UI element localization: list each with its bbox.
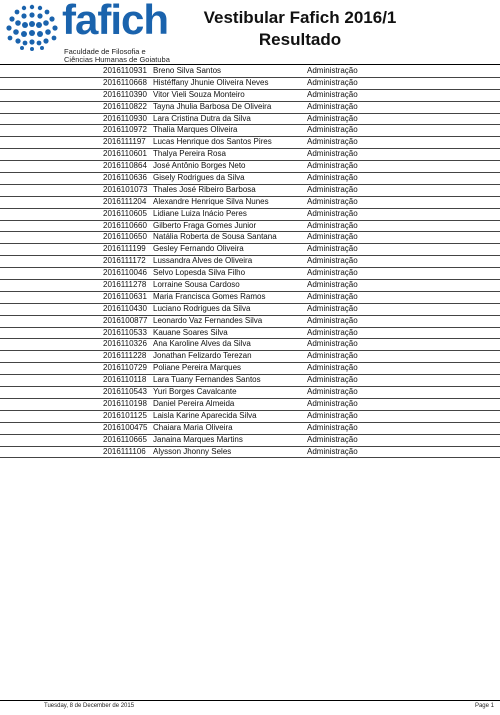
- table-row: [0, 280, 500, 292]
- candidate-course: Administração: [307, 351, 358, 361]
- table-row: [0, 173, 500, 185]
- table-row: [0, 102, 500, 114]
- candidate-name: Yuri Borges Cavalcante: [153, 387, 237, 397]
- candidate-name: Maria Francisca Gomes Ramos: [153, 291, 266, 301]
- candidate-course: Administração: [307, 375, 358, 385]
- table-row: [0, 244, 500, 256]
- candidate-code: 2016100475: [103, 422, 148, 432]
- table-row: [0, 137, 500, 149]
- candidate-code: 2016111172: [103, 256, 146, 266]
- page-subtitle: Resultado: [258, 30, 342, 49]
- footer-divider: [0, 700, 500, 701]
- candidate-course: Administração: [307, 149, 358, 159]
- table-row: [0, 447, 500, 459]
- candidate-code: 2016110972: [103, 125, 147, 135]
- candidate-course: Administração: [307, 184, 358, 194]
- table-row: [0, 399, 500, 411]
- candidate-course: Administração: [307, 256, 358, 266]
- table-row: [0, 197, 500, 209]
- candidate-name: Ana Karoline Alves da Silva: [153, 339, 251, 349]
- candidate-course: Administração: [307, 387, 358, 397]
- candidate-course: Administração: [307, 363, 358, 373]
- candidate-code: 2016110605: [103, 208, 147, 218]
- candidate-course: Administração: [307, 77, 358, 87]
- candidate-course: Administração: [307, 137, 358, 147]
- candidate-name: Janaina Marques Martins: [153, 434, 243, 444]
- candidate-name: Lussandra Alves de Oliveira: [153, 256, 253, 266]
- candidate-code: 2016111204: [103, 196, 147, 206]
- candidate-code: 2016101125: [103, 410, 147, 420]
- candidate-code: 2016110430: [103, 303, 147, 313]
- candidate-name: Thales José Ribeiro Barbosa: [153, 184, 256, 194]
- candidate-code: 2016110390: [103, 89, 147, 99]
- candidate-course: Administração: [307, 113, 358, 123]
- candidate-course: Administração: [307, 173, 358, 183]
- candidate-code: 2016111228: [103, 351, 147, 361]
- results-table: [0, 66, 500, 458]
- table-row: [0, 221, 500, 233]
- candidate-code: 2016111197: [103, 137, 146, 147]
- candidate-course: Administração: [307, 244, 358, 254]
- candidate-code: 2016111199: [103, 244, 146, 254]
- page-number: Page 1: [474, 703, 494, 709]
- table-row: [0, 125, 500, 137]
- candidate-code: 2016110650: [103, 232, 147, 242]
- candidate-code: 2016111278: [103, 280, 147, 290]
- candidate-course: Administração: [307, 291, 358, 301]
- candidate-code: 2016110533: [103, 327, 147, 337]
- candidate-course: Administração: [307, 422, 358, 432]
- candidate-code: 2016110864: [103, 161, 147, 171]
- table-row: [0, 435, 500, 447]
- candidate-code: 2016110636: [103, 173, 147, 183]
- candidate-name: Histéffany Jhunie Oliveira Neves: [153, 77, 269, 87]
- table-row: [0, 185, 500, 197]
- candidate-name: Selvo Lopesda Silva Filho: [153, 268, 246, 278]
- candidate-code: 2016110822: [103, 101, 147, 111]
- table-row: [0, 90, 500, 102]
- candidate-name: Gesley Fernando Oliveira: [153, 244, 244, 254]
- candidate-code: 2016110118: [103, 375, 147, 385]
- candidate-name: Leonardo Vaz Fernandes Silva: [153, 315, 263, 325]
- candidate-name: Thalia Marques Oliveira: [153, 125, 238, 135]
- candidate-name: Chaiara Maria Oliveira: [153, 422, 233, 432]
- candidate-code: 2016110668: [103, 77, 147, 87]
- candidate-name: Thalya Pereira Rosa: [153, 149, 226, 159]
- header-divider: [0, 64, 500, 65]
- candidate-code: 2016110729: [103, 363, 147, 373]
- candidate-name: Laisla Karine Aparecida Silva: [153, 410, 257, 420]
- candidate-code: 2016110931: [103, 66, 147, 75]
- table-row: [0, 114, 500, 126]
- candidate-name: Lara Tuany Fernandes Santos: [153, 375, 261, 385]
- candidate-name: Poliane Pereira Marques: [153, 363, 242, 373]
- candidate-course: Administração: [307, 398, 358, 408]
- table-row: [0, 423, 500, 435]
- candidate-course: Administração: [307, 339, 358, 349]
- candidate-course: Administração: [307, 280, 358, 290]
- candidate-code: 2016110930: [103, 113, 147, 123]
- candidate-name: Tayna Jhulia Barbosa De Oliveira: [153, 101, 272, 111]
- candidate-name: Gisely Rodrigues da Silva: [153, 173, 245, 183]
- table-row: [0, 161, 500, 173]
- logo-subtitle-line2: Ciências Humanas de Goiatuba: [64, 55, 170, 64]
- candidate-course: Administração: [307, 101, 358, 111]
- candidate-name: Gilberto Fraga Gomes Junior: [153, 220, 257, 230]
- candidate-code: 2016110326: [103, 339, 147, 349]
- candidate-course: Administração: [307, 410, 358, 420]
- candidate-name: Alexandre Henrique Silva Nunes: [153, 196, 269, 206]
- footer-date: Tuesday, 8 de December de 2015: [44, 703, 135, 709]
- candidate-course: Administração: [307, 89, 358, 99]
- candidate-code: 2016100877: [103, 315, 148, 325]
- table-row: [0, 351, 500, 363]
- table-row: [0, 328, 500, 340]
- candidate-name: Breno Silva Santos: [153, 66, 222, 75]
- candidate-course: Administração: [307, 220, 358, 230]
- candidate-name: Kauane Soares Silva: [153, 327, 228, 337]
- table-row: [0, 363, 500, 375]
- candidate-course: Administração: [307, 303, 358, 313]
- candidate-course: Administração: [307, 196, 358, 206]
- table-row: [0, 316, 500, 328]
- candidate-name: Lara Cristina Dutra da Silva: [153, 113, 251, 123]
- candidate-course: Administração: [307, 232, 358, 242]
- candidate-name: Lidiane Luiza Inácio Peres: [153, 208, 247, 218]
- candidate-code: 2016110660: [103, 220, 147, 230]
- candidate-course: Administração: [307, 268, 358, 278]
- candidate-code: 2016110046: [103, 268, 147, 278]
- candidate-name: Vitor Vieli Souza Monteiro: [153, 89, 245, 99]
- fafich-logo: [2, 2, 192, 62]
- candidate-name: Daniel Pereira Almeida: [153, 398, 235, 408]
- candidate-code: 2016110198: [103, 398, 147, 408]
- candidate-name: Lucas Henrique dos Santos Pires: [153, 137, 272, 147]
- candidate-name: Jonathan Felizardo Terezan: [153, 351, 252, 361]
- candidate-course: Administração: [307, 446, 358, 456]
- table-row: [0, 387, 500, 399]
- candidate-course: Administração: [307, 208, 358, 218]
- candidate-code: 2016111106: [103, 446, 146, 456]
- globe-dots-icon: [2, 2, 62, 52]
- table-row: [0, 66, 500, 78]
- page-title: Vestibular Fafich 2016/1: [203, 8, 397, 27]
- candidate-course: Administração: [307, 327, 358, 337]
- table-row: [0, 149, 500, 161]
- logo-wordmark: fafich: [62, 0, 169, 43]
- table-row: [0, 268, 500, 280]
- candidate-name: Alysson Jhonny Seles: [153, 446, 232, 456]
- table-row: [0, 232, 500, 244]
- candidate-code: 2016110631: [103, 291, 147, 301]
- table-row: [0, 209, 500, 221]
- candidate-course: Administração: [307, 161, 358, 171]
- candidate-code: 2016110543: [103, 387, 147, 397]
- table-row: [0, 411, 500, 423]
- candidate-code: 2016101073: [103, 184, 148, 194]
- table-row: [0, 292, 500, 304]
- candidate-course: Administração: [307, 125, 358, 135]
- candidate-code: 2016110601: [103, 149, 147, 159]
- candidate-code: 2016110665: [103, 434, 147, 444]
- table-row: [0, 339, 500, 351]
- table-row: [0, 78, 500, 90]
- candidate-course: Administração: [307, 315, 358, 325]
- logo-subtitle-line1: Faculdade de Filosofia e: [64, 47, 146, 56]
- candidate-name: Lorraine Sousa Cardoso: [153, 280, 240, 290]
- table-row: [0, 304, 500, 316]
- table-row: [0, 375, 500, 387]
- candidate-name: José Antônio Borges Neto: [153, 161, 246, 171]
- candidate-name: Luciano Rodrigues da Silva: [153, 303, 251, 313]
- candidate-course: Administração: [307, 434, 358, 444]
- table-row: [0, 256, 500, 268]
- candidate-course: Administração: [307, 66, 358, 75]
- candidate-name: Natália Roberta de Sousa Santana: [153, 232, 277, 242]
